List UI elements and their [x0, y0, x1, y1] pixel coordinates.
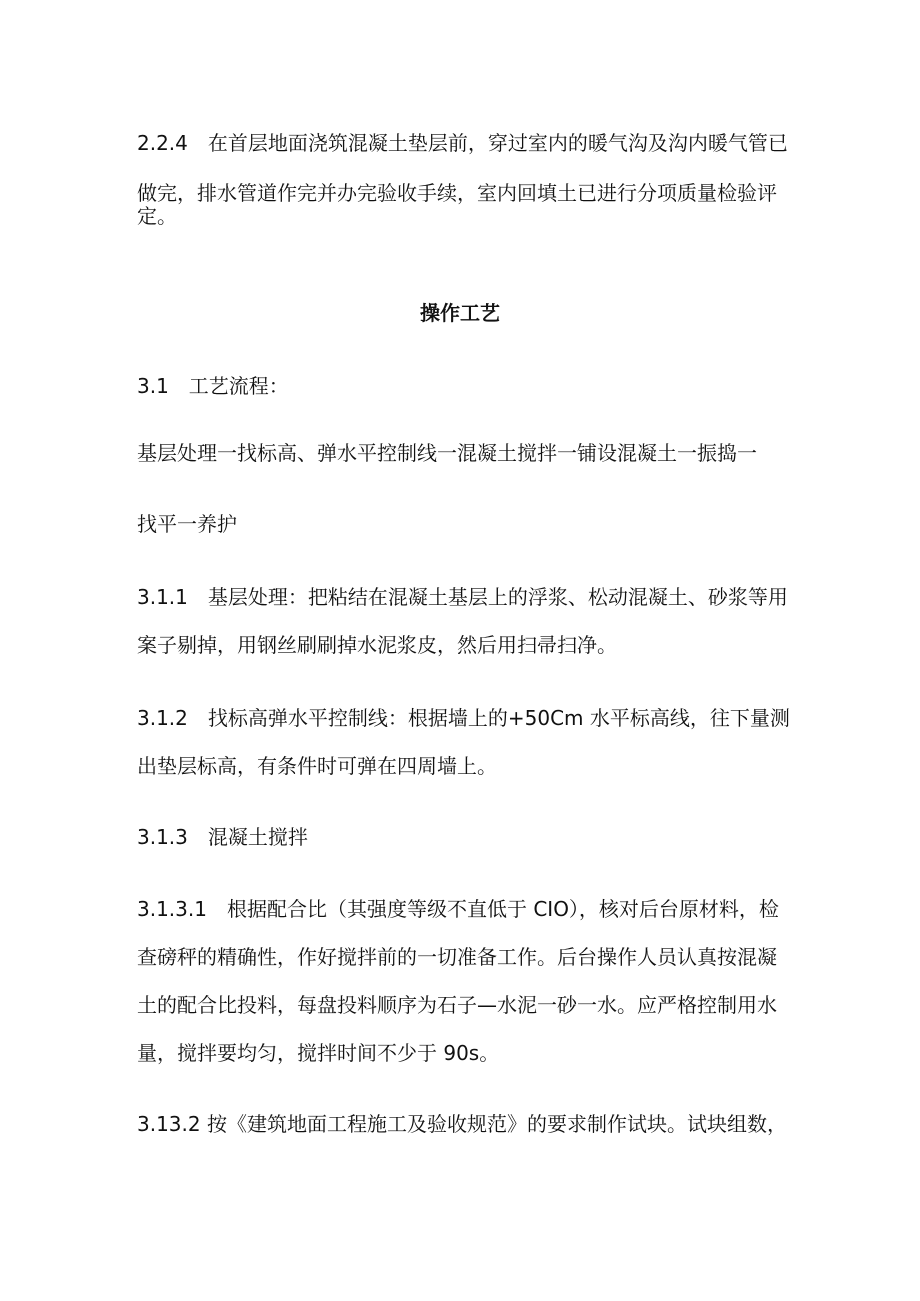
para-3-1-3-title: 3.1.3 混凝土搅拌	[137, 825, 308, 849]
para-3-1-1-line-2: 案子剔掉，用钢丝刷刷掉水泥浆皮，然后用扫帚扫净。	[137, 633, 617, 657]
para-2-2-4-line-1: 2.2.4 在首层地面浇筑混凝土垫层前，穿过室内的暖气沟及沟内暖气管已	[137, 131, 788, 155]
para-3-1-3-1-line-1: 3.1.3.1 根据配合比（其强度等级不直低于 CIO），核对后台原材料，检	[137, 897, 779, 921]
para-2-2-4-line-2: 做完，排水管道作完并办完验收手续，室内回填土已进行分项质量检验评	[137, 181, 777, 205]
para-3-1-3-1-line-3: 土的配合比投料，每盘投料顺序为石子—水泥一砂一水。应严格控制用水	[137, 993, 777, 1017]
para-3-1-title: 3.1 工艺流程：	[137, 374, 289, 398]
para-3-1-3-1-line-2: 查磅秤的精确性，作好搅拌前的一切准备工作。后台操作人员认真按混凝	[137, 945, 777, 969]
para-3-1-2-line-2: 出垫层标高，有条件时可弹在四周墙上。	[137, 754, 497, 778]
section-heading: 操作工艺	[420, 301, 500, 325]
process-flow-line-1: 基层处理一找标高、弹水平控制线一混凝土搅拌一铺设混凝土一振捣一	[137, 441, 757, 465]
para-3-1-3-1-line-4: 量，搅拌要均匀，搅拌时间不少于 90s。	[137, 1041, 500, 1065]
para-3-1-2-line-1: 3.1.2 找标高弹水平控制线：根据墙上的+50Cm 水平标高线，往下量测	[137, 706, 790, 730]
para-2-2-4-line-3: 定。	[137, 204, 177, 228]
para-3-1-1-line-1: 3.1.1 基层处理：把粘结在混凝土基层上的浮浆、松动混凝土、砂浆等用	[137, 585, 788, 609]
process-flow-line-2: 找平一养护	[137, 512, 237, 536]
para-3-13-2-line-1: 3.13.2 按《建筑地面工程施工及验收规范》的要求制作试块。试块组数，	[137, 1112, 787, 1136]
